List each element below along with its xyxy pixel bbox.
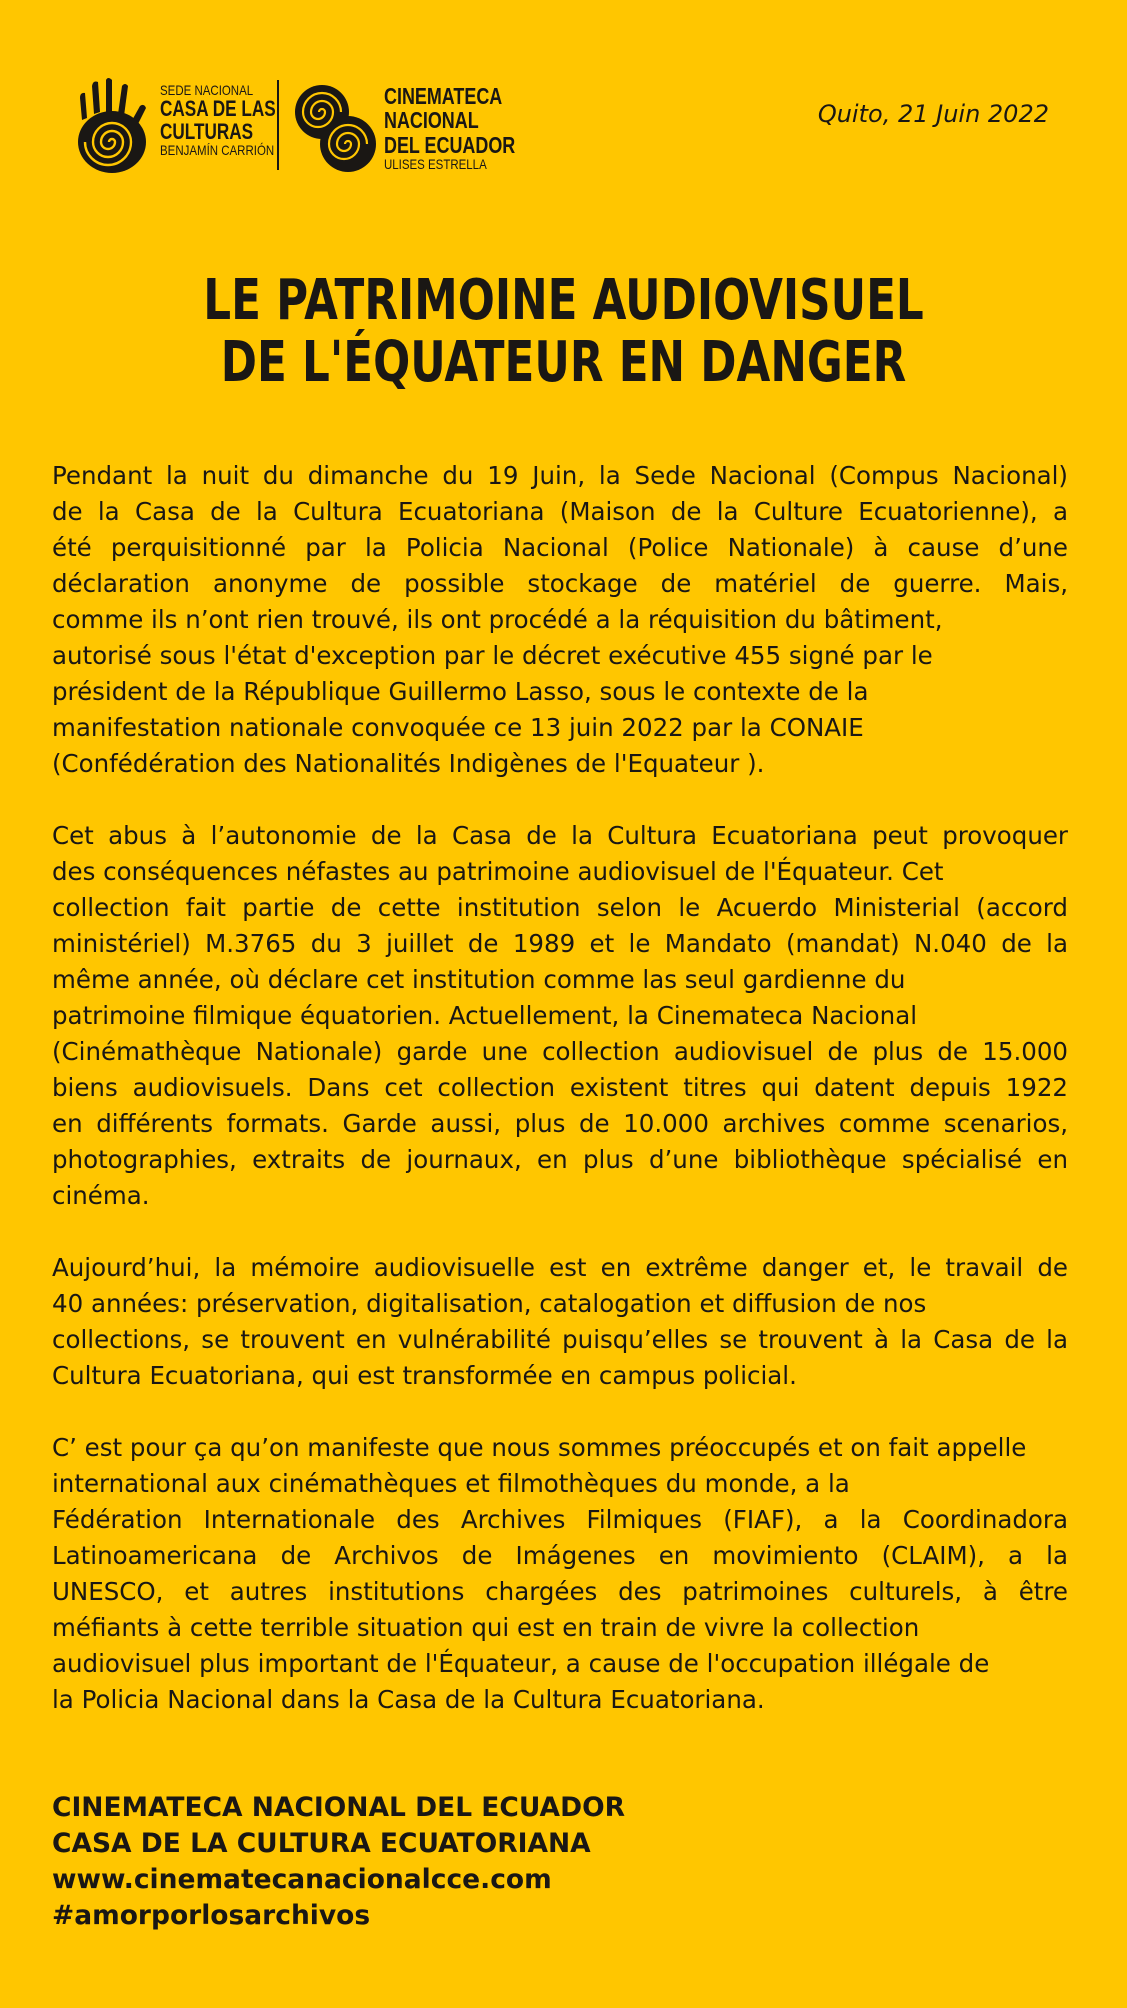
paragraph-line: été perquisitionné par la Policia Nacional (Police Nationale) à cause d’une [52,533,1068,562]
paragraph-line: collections, se trouvent en vulnérabilité puisqu’elles se trouvent à la Casa de la [52,1325,1068,1354]
casa-logo-line3: CULTURAS [160,119,254,145]
cine-logo-line2: NACIONAL [384,107,479,134]
paragraph-line: manifestation nationale convoquée ce 13 juin 2022 par la CONAIE [52,713,864,742]
paragraph-line: audiovisuel plus important de l'Équateur, a cause de l'occupation illégale de [52,1649,990,1678]
paragraph-line: de la Casa de la Cultura Ecuatoriana (Maison de la Culture Ecuatorienne), a [52,497,1068,526]
paragraph-line: Aujourd’hui, la mémoire audiovisuelle est en extrême danger et, le travail de [52,1253,1068,1282]
title-line-1: LE PATRIMOINE AUDIOVISUEL [203,268,924,333]
title-line-2: DE L'ÉQUATEUR EN DANGER [220,330,907,395]
casa-logo-line4: BENJAMÍN CARRIÓN [160,142,275,159]
paragraph-line: C’ est pour ça qu’on manifeste que nous sommes préoccupés et on fait appelle [52,1433,1027,1462]
cine-logo-line1: CINEMATECA [384,83,503,109]
paragraph-1 [52,458,1068,782]
paragraph-line: déclaration anonyme de possible stockage de matériel de guerre. Mais, [52,569,1068,598]
casa-de-las-culturas-logo [74,76,274,176]
cinemateca-logo [292,82,516,178]
paragraph-line: la Policia Nacional dans la Casa de la Cultura Ecuatoriana. [52,1685,765,1714]
paragraph-line: même année, où déclare cet institution comme las seul gardienne du [52,965,906,994]
hashtag-text: #amorporlosarchivos [52,1900,371,1931]
paragraph-line: photographies, extraits de journaux, en plus d’une bibliothèque spécialisé en [52,1145,1068,1174]
paragraph-line: comme ils n’ont rien trouvé, ils ont procédé a la réquisition du bâtiment, [52,605,943,634]
paragraph-line: Fédération Internationale des Archives Filmiques (FIAF), a la Coordinadora [52,1505,1068,1534]
logo-divider [277,80,279,170]
paragraph-line: méfiants à cette terrible situation qui est en train de vivre la collection [52,1613,920,1642]
paragraph-line: Latinoamericana de Archivos de Imágenes en movimiento (CLAIM), a la [52,1541,1068,1570]
cine-logo-line4: ULISES ESTRELLA [384,156,487,173]
paragraph-line: Pendant la nuit du dimanche du 19 Juin, la Sede Nacional (Compus Nacional) [52,461,1068,490]
paragraph-line: UNESCO, et autres institutions chargées des patrimoines culturels, à être [52,1577,1068,1606]
film-reel-spiral-icon [292,82,378,174]
cinemateca-logo-text [384,84,552,171]
paragraph-line: 40 années: préservation, digitalisation, catalogation et diffusion de nos [52,1289,927,1318]
hand-spiral-icon [74,78,154,174]
casa-logo-text [160,83,308,157]
casa-logo-line2: CASA DE LAS [160,96,276,121]
paragraph-line: autorisé sous l'état d'exception par le décret exécutive 455 signé par le [52,641,933,670]
letter-date: Quito, 21 Juin 2022 [817,100,1049,128]
paragraph-line: président de la République Guillermo Lasso, sous le contexte de la [52,677,869,706]
paragraph-line: cinéma. [52,1181,150,1210]
paragraph-line: international aux cinémathèques et filmothèques du monde, a la [52,1469,850,1498]
paragraph-line: Cultura Ecuatoriana, qui est transformée en campus policial. [52,1361,797,1390]
paragraph-line: (Cinémathèque Nationale) garde une collection audiovisuel de plus de 15.000 [52,1037,1068,1066]
cine-logo-line3: DEL ECUADOR [384,131,516,158]
paragraph-line: Cet abus à l’autonomie de la Casa de la Cultura Ecuatoriana peut provoquer [52,821,1068,850]
signature-org-cinemateca: CINEMATECA NACIONAL DEL ECUADOR [52,1792,625,1823]
paragraph-line: collection fait partie de cette institution selon le Acuerdo Ministerial (accord [52,893,1068,922]
signature-block [52,1790,625,1934]
paragraph-line: (Confédération des Nationalités Indigènes de l'Equateur ). [52,749,765,778]
paragraph-line: patrimoine filmique équatorien. Actuellement, la Cinemateca Nacional [52,1001,918,1030]
paragraph-line: des conséquences néfastes au patrimoine audiovisuel de l'Équateur. Cet [52,857,944,886]
letter-body [52,458,1068,1754]
paragraph-line: ministériel) M.3765 du 3 juillet de 1989 et le Mandato (mandat) N.040 de la [52,929,1068,958]
letterhead [0,0,1127,200]
paragraph-line: biens audiovisuels. Dans cet collection existent titres qui datent depuis 1922 [52,1073,1068,1102]
paragraph-2 [52,818,1068,1214]
page-title [0,270,1127,394]
signature-org-casa: CASA DE LA CULTURA ECUATORIANA [52,1828,591,1859]
paragraph-3 [52,1250,1068,1394]
website-text: www.cinematecanacionalcce.com [52,1864,552,1895]
paragraph-line: en différents formats. Garde aussi, plus de 10.000 archives comme scenarios, [52,1109,1068,1138]
paragraph-4 [52,1430,1068,1718]
casa-logo-line1: SEDE NACIONAL [160,82,254,98]
